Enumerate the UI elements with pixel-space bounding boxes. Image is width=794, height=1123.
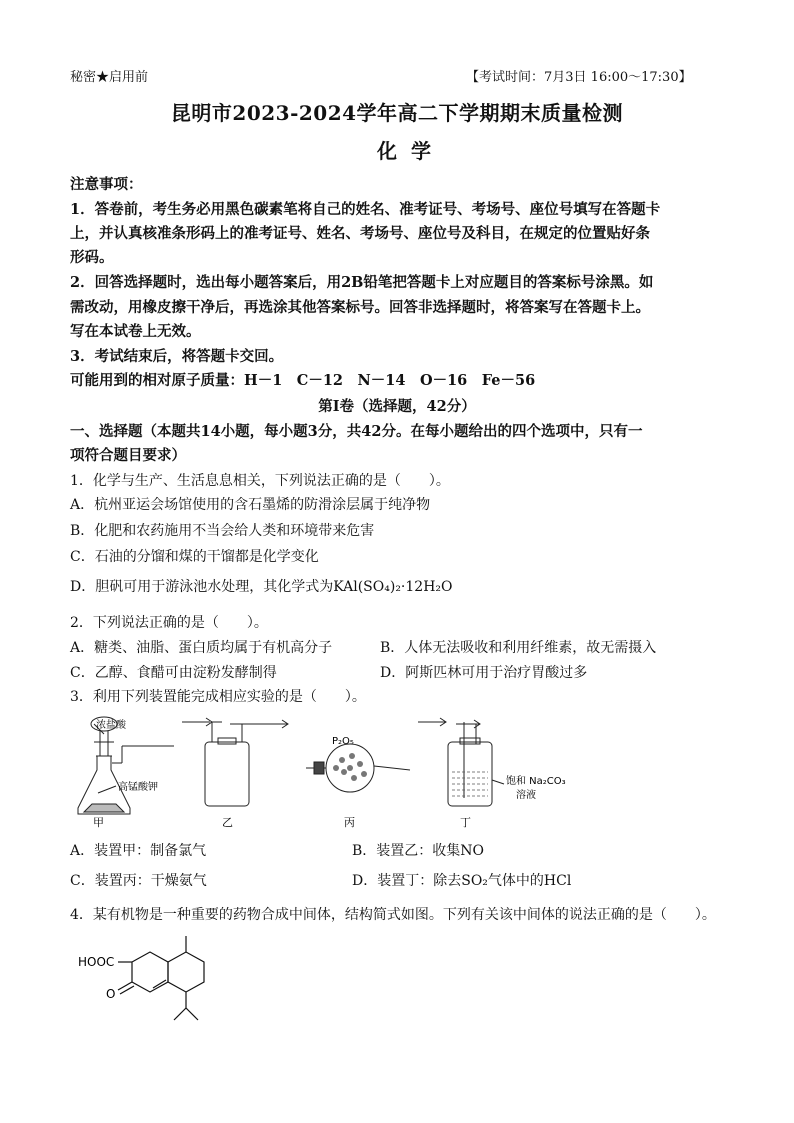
note-1-line-1: 1．答卷前，考生务必用黑色碳素笔将自己的姓名、准考证号、考场号、座位号填写在答题卡 xyxy=(70,201,661,218)
q1-option-a: A．杭州亚运会场馆使用的含石墨烯的防滑涂层属于纯净物 xyxy=(70,497,431,513)
note-2-line-3: 写在本试卷上无效。 xyxy=(70,323,201,340)
label-conc-hcl: 浓盐酸 xyxy=(96,720,126,731)
label-p2o5: P₂O₅ xyxy=(332,736,354,747)
oxygen-label: O xyxy=(106,987,116,1001)
note-1-line-2: 上，并认真核准条形码上的准考证号、姓名、考场号、座位号及科目，在规定的位置贴好条 xyxy=(70,225,650,242)
q1-formula: KAl(SO₄)₂·12H₂O xyxy=(333,579,453,595)
q2-option-c: C．乙醇、食醋可由淀粉发酵制得 xyxy=(70,665,277,681)
notes-heading: 注意事项： xyxy=(70,176,143,193)
q3-option-d: D．装置丁：除去SO₂气体中的HCl xyxy=(352,873,572,889)
q1-option-d xyxy=(70,576,453,598)
section1-line-1: 一、选择题（本题共14小题，每小题3分，共42分。在每小题给出的四个选项中，只有一 xyxy=(70,423,643,440)
label-yi: 乙 xyxy=(222,816,233,829)
subject-title: 化学 xyxy=(377,139,445,163)
q3-option-a: A．装置甲：制备氯气 xyxy=(70,843,207,859)
part1-title: 第Ⅰ卷（选择题，42分） xyxy=(318,398,476,415)
q1-option-b: B．化肥和农药施用不当会给人类和环境带来危害 xyxy=(70,523,375,539)
q2-option-d: D．阿斯匹林可用于治疗胃酸过多 xyxy=(380,665,588,681)
section1-line-2: 项符合题目要求） xyxy=(70,447,186,464)
apparatus-ding xyxy=(418,718,504,806)
q4-structure-figure xyxy=(70,928,240,1038)
q4-stem: 4．某有机物是一种重要的药物合成中间体，结构简式如图。下列有关该中间体的说法正确的是（ ）。 xyxy=(70,907,716,923)
bicyclic-skeleton xyxy=(118,936,204,1020)
atomic-masses: 可能用到的相对原子质量：H－1 C－12 N－14 O－16 Fe－56 xyxy=(70,372,536,389)
label-ding: 丁 xyxy=(460,816,471,829)
q3-option-c: C．装置丙：干燥氨气 xyxy=(70,873,207,889)
label-kmno4: 高锰酸钾 xyxy=(118,782,158,793)
q1-stem: 1．化学与生产、生活息息相关，下列说法正确的是（ ）。 xyxy=(70,473,450,489)
apparatus-yi xyxy=(182,718,288,806)
q2-option-b: B．人体无法吸收和利用纤维素，故无需摄入 xyxy=(380,640,657,656)
q1-option-d-text: D．胆矾可用于游泳池水处理，其化学式为 xyxy=(70,579,334,595)
exam-time: 【考试时间：7月3日 16:00～17:30】 xyxy=(466,70,692,85)
cooh-label: HOOC xyxy=(78,955,115,969)
label-jia: 甲 xyxy=(93,816,104,829)
q2-option-a: A．糖类、油脂、蛋白质均属于有机高分子 xyxy=(70,640,333,656)
q3-stem: 3．利用下列装置能完成相应实验的是（ ）。 xyxy=(70,689,366,705)
q3-option-b: B．装置乙：收集NO xyxy=(352,843,485,859)
note-2-line-2: 需改动，用橡皮擦干净后，再选涂其他答案标号。回答非选择题时，将答案写在答题卡上。 xyxy=(70,299,650,316)
note-3: 3．考试结束后，将答题卡交回。 xyxy=(70,348,284,365)
note-1-line-3: 形码。 xyxy=(70,249,114,266)
apparatus-bing xyxy=(306,744,410,792)
solution-lines xyxy=(452,772,488,796)
label-solution: 溶液 xyxy=(516,790,536,801)
label-bing: 丙 xyxy=(344,816,355,829)
apparatus-jia xyxy=(78,717,174,814)
p2o5-granules xyxy=(333,753,367,781)
confidential-mark: 秘密★启用前 xyxy=(70,70,149,85)
q3-apparatus-figure xyxy=(60,708,580,832)
label-na2co3: 饱和 Na₂CO₃ xyxy=(506,776,566,787)
q2-stem: 2．下列说法正确的是（ ）。 xyxy=(70,615,268,631)
q1-option-c: C．石油的分馏和煤的干馏都是化学变化 xyxy=(70,549,319,565)
page-title: 昆明市2023-2024学年高二下学期期末质量检测 xyxy=(170,101,624,125)
note-2-line-1: 2．回答选择题时，选出每小题答案后，用2B铅笔把答题卡上对应题目的答案标号涂黑。如 xyxy=(70,274,654,291)
